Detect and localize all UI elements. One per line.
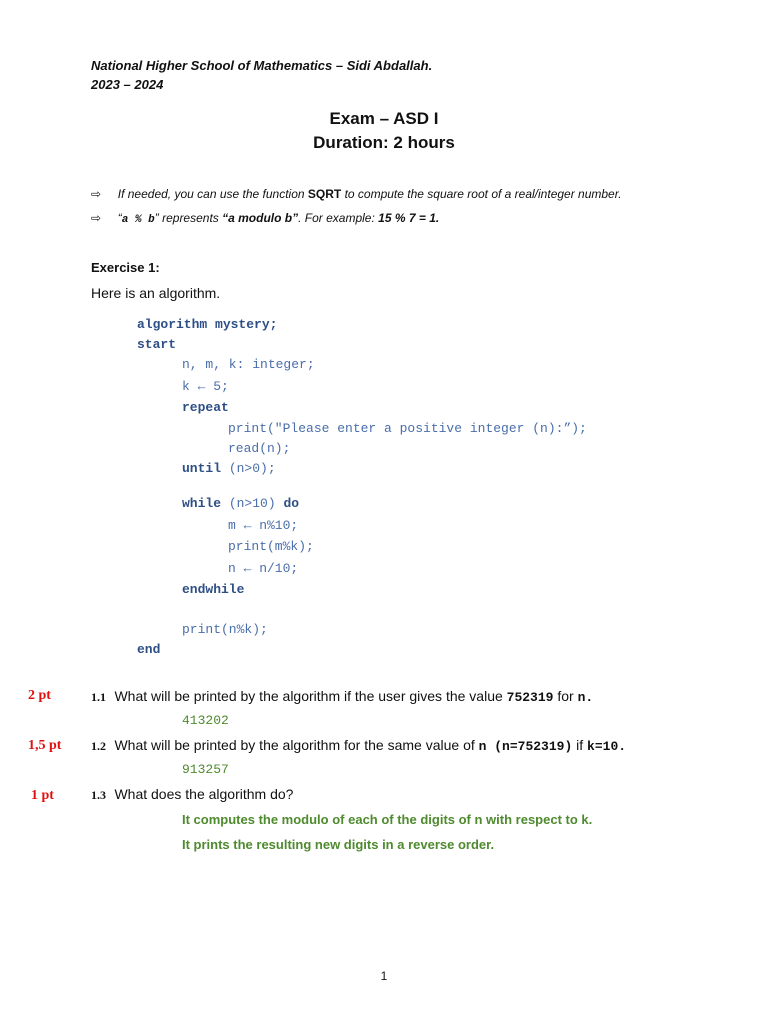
answer-1-1: 413202 <box>182 713 229 728</box>
note-modulo-example: 15 % 7 = 1. <box>378 211 440 225</box>
code-line-print-prompt: print("Please enter a positive integer (n):”); <box>228 421 587 436</box>
question-text-mid: for <box>553 688 578 704</box>
note-sqrt-text-post: to compute the square root of a real/integer number. <box>341 187 622 201</box>
code-line-read: read(n); <box>228 441 291 456</box>
answer-1-3-line-1: It computes the modulo of each of the digits of n with respect to k. <box>182 812 593 827</box>
question-number: 1.3 <box>91 788 106 802</box>
code-line-assign-n: n ← n/10; <box>228 561 299 576</box>
points-q1-3: 1 pt <box>31 788 54 803</box>
code-line-while <box>182 496 299 511</box>
code-keyword-do: do <box>283 496 300 511</box>
question-text: What does the algorithm do? <box>114 786 294 802</box>
note-sqrt <box>91 187 622 201</box>
page-number: 1 <box>380 969 388 983</box>
question-condition: k=10. <box>587 739 627 754</box>
question-number: 1.2 <box>91 739 106 753</box>
code-line-end: end <box>137 642 161 657</box>
exercise-title: Exercise 1: <box>91 260 160 275</box>
answer-1-2: 913257 <box>182 762 229 777</box>
question-var: n. <box>577 690 594 705</box>
note-sqrt-text-pre: If needed, you can use the function <box>117 187 308 201</box>
note-modulo-open-quote: “ <box>117 211 122 225</box>
exam-duration: Duration: 2 hours <box>313 133 455 152</box>
question-value: 752319 <box>506 690 554 705</box>
note-modulo <box>91 211 439 226</box>
question-text-mid: if <box>572 737 588 753</box>
question-number: 1.1 <box>91 690 106 704</box>
arrow-right-icon: ⇨ <box>91 187 102 201</box>
code-line-print-mk: print(m%k); <box>228 539 314 554</box>
code-line-assign-m: m ← n%10; <box>228 518 299 533</box>
code-line-assign-k: k ← 5; <box>182 379 229 394</box>
question-1-1 <box>91 688 593 706</box>
code-line-algorithm: algorithm mystery; <box>137 317 278 332</box>
note-sqrt-function: SQRT <box>307 187 342 201</box>
school-name: National Higher School of Mathematics – Sidi Abdallah. <box>91 58 433 73</box>
answer-1-3-line-2: It prints the resulting new digits in a reverse order. <box>182 837 495 852</box>
code-line-endwhile: endwhile <box>182 582 245 597</box>
code-line-start: start <box>137 337 177 352</box>
exercise-intro: Here is an algorithm. <box>91 285 221 301</box>
code-while-condition: (n>10) <box>221 496 284 511</box>
code-until-condition: (n>0); <box>221 461 276 476</box>
note-modulo-code: a % b <box>121 214 155 226</box>
question-1-3 <box>91 786 293 804</box>
points-q1-2: 1,5 pt <box>28 738 62 753</box>
arrow-right-icon: ⇨ <box>91 211 102 225</box>
code-line-repeat: repeat <box>182 400 229 415</box>
note-modulo-mid: . For example: <box>298 211 379 225</box>
note-modulo-text: ” represents <box>154 211 223 225</box>
question-var: n (n=752319) <box>478 739 573 754</box>
question-1-2 <box>91 737 626 755</box>
exam-title: Exam – ASD I <box>329 109 439 128</box>
code-keyword-until: until <box>182 461 222 476</box>
points-q1-1: 2 pt <box>28 688 51 703</box>
question-text-pre: What will be printed by the algorithm for the same value of <box>114 737 479 753</box>
code-keyword-while: while <box>182 496 222 511</box>
code-line-print-nk: print(n%k); <box>182 622 268 637</box>
note-modulo-bold: “a modulo b” <box>222 211 299 225</box>
question-text-pre: What will be printed by the algorithm if the user gives the value <box>114 688 507 704</box>
code-line-declare: n, m, k: integer; <box>182 357 315 372</box>
code-line-until <box>182 461 276 476</box>
academic-year: 2023 – 2024 <box>91 77 164 92</box>
